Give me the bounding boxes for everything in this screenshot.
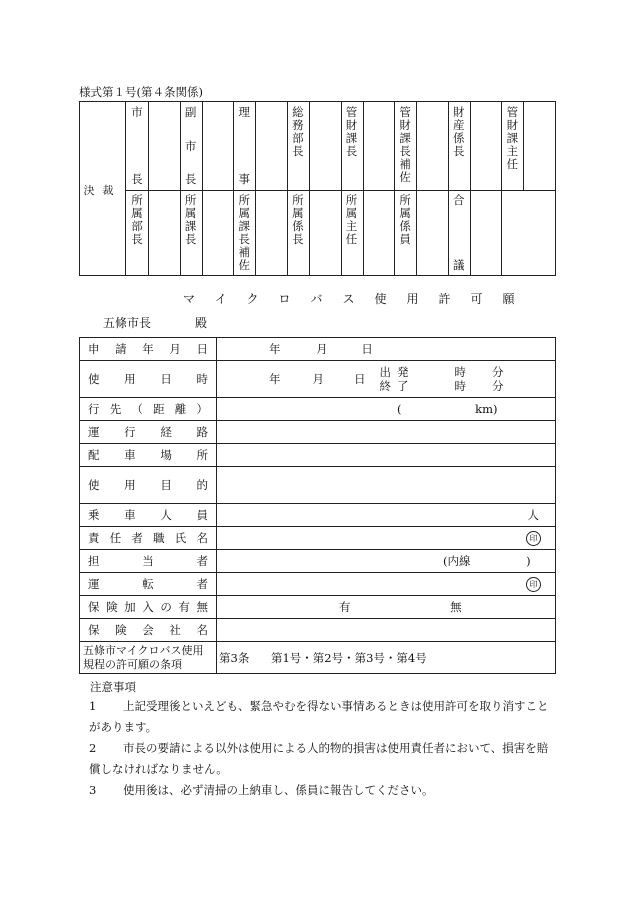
divider [287, 190, 288, 276]
role-char: 市 [184, 138, 197, 153]
divider [501, 102, 502, 190]
role-char: 長 [184, 172, 197, 186]
row-passengers [80, 504, 556, 527]
role-char: 務 [292, 118, 304, 132]
label-char: 日 [196, 342, 208, 356]
row2-role-1 [182, 194, 200, 272]
label-char: 者 [131, 531, 143, 545]
role-char: 属 [345, 206, 358, 220]
label-char: 先 [109, 402, 122, 416]
spread-label-responsible [88, 530, 208, 546]
label-char: （ [131, 402, 143, 416]
role-char: 合 [453, 193, 465, 207]
label-char: 用 [124, 372, 136, 386]
app-year: 年 [269, 342, 281, 356]
label-char: 経 [160, 425, 172, 439]
row1-role-4 [343, 106, 361, 186]
end-hour: 時 [454, 379, 466, 393]
end-minute: 分 [492, 379, 504, 393]
depart-minute: 分 [492, 365, 504, 379]
label-char: 配 [88, 448, 100, 462]
field-destination[interactable] [217, 398, 556, 421]
note-number: 1 [89, 699, 97, 713]
row1-role-6 [450, 106, 468, 186]
clause-article: 第3条 [219, 650, 250, 665]
label-char: 会 [142, 623, 154, 637]
label-char: 任 [109, 531, 122, 545]
field-insurer[interactable] [217, 619, 556, 642]
label-char: 路 [196, 425, 208, 439]
usage-day: 日 [354, 372, 366, 386]
note-text: 市長の要請による以外は使用による人的物的損害は使用責任者において、損害を賠償しなければなりません。 [89, 741, 549, 776]
extension-close: ) [526, 554, 531, 568]
field-responsible[interactable] [217, 527, 556, 550]
role-char: 管 [399, 105, 411, 119]
label-char: 転 [142, 577, 154, 591]
row-dispatch-place [80, 444, 556, 467]
role-char: 課 [238, 219, 250, 233]
label-dispatch-place [80, 444, 217, 467]
note-number: 2 [89, 741, 97, 755]
label-person-in-charge [80, 550, 217, 573]
divider [255, 190, 256, 276]
role-char: 長 [184, 232, 197, 246]
label-char: の [160, 600, 172, 614]
role-char: 係 [399, 219, 411, 233]
end-label: 終了 [379, 379, 415, 393]
role-char: 財 [399, 118, 411, 132]
label-char: 的 [196, 478, 208, 492]
approval-row-2 [126, 190, 555, 276]
role-char: 議 [453, 258, 465, 272]
divider [233, 102, 234, 190]
role-char: 佐 [238, 258, 250, 272]
divider [448, 190, 449, 276]
role-char: 員 [399, 232, 411, 246]
label-char: 有 [178, 600, 190, 614]
row-purpose [80, 467, 556, 504]
role-char: 課 [399, 131, 411, 145]
spread-label-insurer [88, 622, 208, 638]
label-char: 者 [196, 577, 208, 591]
addressee-name: 五條市長 [103, 316, 152, 330]
label-destination [80, 398, 217, 421]
role-char: 副 [184, 105, 197, 119]
approval-label-cell [80, 102, 126, 275]
role-char: 係 [292, 219, 304, 233]
role-char: 管 [345, 105, 358, 119]
field-person-in-charge[interactable] [217, 550, 556, 573]
label-char: 保 [88, 623, 100, 637]
divider [233, 190, 234, 276]
role-char: 補 [238, 245, 250, 259]
label-char: 者 [196, 554, 208, 568]
label-char: 名 [196, 623, 208, 637]
passengers-unit: 人 [527, 508, 539, 522]
spread-label-person-in-charge [88, 553, 208, 569]
row-person-in-charge [80, 550, 556, 573]
label-char: 職 [153, 531, 165, 545]
app-day: 日 [361, 342, 373, 356]
label-char: 距 [153, 402, 165, 416]
label-char: 社 [169, 623, 181, 637]
row-insurer [80, 619, 556, 642]
label-char: 加 [124, 600, 136, 614]
role-char: 所 [131, 193, 143, 207]
label-char: 所 [196, 448, 208, 462]
divider [255, 102, 256, 190]
label-char: 月 [169, 342, 181, 356]
note-3 [89, 780, 554, 801]
label-char: 行 [88, 402, 100, 416]
label-application-date [80, 338, 217, 361]
role-char: 長 [345, 144, 358, 158]
label-insurance [80, 596, 217, 619]
label-char: 行 [124, 425, 136, 439]
field-purpose[interactable] [217, 467, 556, 504]
role-char: 佐 [399, 170, 411, 184]
clause-items: 第1号・第2号・第3号・第4号 [270, 650, 427, 665]
divider [287, 102, 288, 190]
row-application-date [80, 338, 556, 361]
spread-label-insurance [88, 599, 208, 615]
label-char: 時 [196, 372, 208, 386]
role-char: 所 [238, 193, 250, 207]
form-number: 様式第１号(第４条関係) [79, 85, 203, 99]
insurance-yes[interactable]: 有 [339, 600, 351, 614]
label-char: 保 [88, 600, 100, 614]
field-dispatch-place[interactable] [217, 444, 556, 467]
note-number: 3 [89, 783, 97, 797]
divider [148, 102, 149, 190]
label-char: 場 [160, 448, 172, 462]
role-char: 任 [506, 157, 519, 171]
field-route[interactable] [217, 421, 556, 444]
label-char: 名 [196, 531, 208, 545]
dest-unit: km) [475, 402, 498, 416]
label-char: 乗 [88, 508, 100, 522]
divider [363, 102, 364, 190]
divider [180, 102, 181, 190]
label-insurer [80, 619, 217, 642]
depart-hour: 時 [454, 365, 466, 379]
role-char: 所 [292, 193, 304, 207]
spread-label-application-date [88, 341, 208, 357]
addressee-honorific: 殿 [195, 316, 208, 330]
dest-open-paren: ( [397, 402, 402, 416]
label-char: 運 [88, 425, 100, 439]
divider [309, 102, 310, 190]
spread-label-dispatch-place [88, 447, 208, 463]
row-driver [80, 573, 556, 596]
label-char: ） [196, 402, 208, 416]
role-char: 課 [506, 131, 519, 145]
field-passengers[interactable] [217, 504, 556, 527]
role-char: 属 [399, 206, 411, 220]
spread-label-destination [88, 401, 208, 417]
role-char: 係 [453, 131, 465, 145]
role-char: 部 [131, 219, 143, 233]
row2-role-5 [396, 194, 414, 272]
divider [416, 190, 417, 276]
role-char: 所 [345, 193, 358, 207]
row-route [80, 421, 556, 444]
label-char: 車 [124, 508, 136, 522]
row1-role-1 [182, 106, 200, 186]
label-char: 担 [88, 554, 100, 568]
role-char: 所 [399, 193, 411, 207]
role-char: 所 [184, 193, 197, 207]
field-clause[interactable] [217, 642, 556, 674]
role-char: 長 [238, 232, 250, 246]
label-char: 入 [142, 600, 154, 614]
label-char: 請 [115, 342, 127, 356]
extension-label: (内線 [443, 554, 471, 568]
role-char: 市 [131, 105, 143, 119]
role-char: 産 [453, 118, 465, 132]
seal-icon: 印 [526, 531, 541, 546]
approval-stamp-block [79, 101, 556, 276]
row2-role-3 [289, 194, 307, 272]
usage-month: 月 [312, 372, 324, 386]
divider [416, 102, 417, 190]
role-char: 属 [292, 206, 304, 220]
divider [202, 102, 203, 190]
role-char: 属 [238, 206, 250, 220]
divider [309, 190, 310, 276]
spread-label-usage-datetime [88, 371, 208, 387]
notes-heading: 注意事項 [90, 680, 136, 694]
divider [523, 102, 524, 190]
role-char: 総 [292, 105, 304, 119]
divider [363, 190, 364, 276]
row1-role-0 [128, 106, 146, 186]
label-char: 申 [88, 342, 100, 356]
role-char: 長 [131, 232, 143, 246]
app-month: 月 [316, 342, 328, 356]
role-char: 長 [292, 232, 304, 246]
label-char: 離 [174, 402, 187, 416]
divider [180, 190, 181, 276]
form-title: マイクロバス使用許可願 [183, 292, 535, 306]
row2-role-2 [235, 194, 253, 272]
role-char: 補 [399, 157, 411, 171]
role-char: 長 [292, 144, 304, 158]
label-char: 年 [142, 342, 154, 356]
seal-icon: 印 [526, 577, 541, 592]
row1-role-7 [503, 106, 521, 186]
row2-role-6 [450, 194, 468, 272]
role-char: 部 [292, 131, 304, 145]
row-responsible [80, 527, 556, 550]
note-text: 使用後は、必ず清掃の上納車し、係員に報告してください。 [123, 783, 434, 797]
label-char: 日 [160, 372, 172, 386]
label-char: 使 [88, 372, 100, 386]
label-char: 氏 [174, 531, 187, 545]
divider [448, 102, 449, 190]
approval-label: 決裁 [83, 184, 122, 197]
label-char: 険 [106, 600, 118, 614]
divider [394, 102, 395, 190]
label-char: 険 [115, 623, 127, 637]
divider [202, 190, 203, 276]
role-char: 財 [506, 118, 519, 132]
role-char: 管 [506, 105, 519, 119]
role-char: 課 [184, 219, 197, 233]
divider [341, 190, 342, 276]
role-char: 長 [399, 144, 411, 158]
role-char: 理 [238, 105, 250, 119]
label-char: 当 [142, 554, 154, 568]
role-char: 主 [506, 144, 519, 158]
label-route [80, 421, 217, 444]
note-1 [89, 696, 554, 738]
spread-label-purpose [88, 477, 208, 493]
label-char: 車 [124, 448, 136, 462]
field-usage-datetime[interactable] [217, 361, 556, 398]
label-driver [80, 573, 217, 596]
role-char: 長 [453, 144, 465, 158]
approval-row-1 [126, 102, 555, 191]
note-2 [89, 738, 554, 780]
label-char: 目 [160, 478, 172, 492]
role-char: 長 [131, 172, 143, 186]
row-insurance [80, 596, 556, 619]
label-char: 用 [124, 478, 136, 492]
note-text: 上記受理後といえども、緊急やむを得ない事情あるときは使用許可を取り消すことがあります。 [89, 699, 549, 734]
label-usage-datetime [80, 361, 217, 398]
spread-label-route [88, 424, 208, 440]
row1-role-5 [396, 106, 414, 186]
divider [341, 102, 342, 190]
addressee [103, 314, 207, 331]
role-char: 任 [345, 232, 358, 246]
row2-role-4 [343, 194, 361, 272]
role-char: 課 [345, 131, 358, 145]
label-purpose [80, 467, 217, 504]
role-char: 主 [345, 219, 358, 233]
role-char: 属 [184, 206, 197, 220]
label-char: 人 [160, 508, 172, 522]
usage-year: 年 [269, 372, 281, 386]
divider [148, 190, 149, 276]
insurance-no[interactable]: 無 [450, 600, 462, 614]
role-char: 財 [345, 118, 358, 132]
role-char: 事 [238, 172, 250, 186]
label-char: 運 [88, 577, 100, 591]
label-clause: 五條市マイクロバス使用規程の許可願の条項 [80, 642, 217, 674]
divider [470, 102, 471, 190]
label-passengers [80, 504, 217, 527]
field-application-date[interactable] [217, 338, 556, 361]
label-char: 無 [196, 600, 208, 614]
label-responsible [80, 527, 217, 550]
field-driver[interactable] [217, 573, 556, 596]
depart-label: 出発 [379, 365, 415, 379]
spread-label-driver [88, 576, 208, 592]
field-insurance[interactable] [217, 596, 556, 619]
divider [501, 190, 502, 276]
row-destination [80, 398, 556, 421]
label-char: 責 [88, 531, 100, 545]
row1-role-3 [289, 106, 307, 186]
application-table [79, 337, 556, 674]
row-usage-datetime [80, 361, 556, 398]
row2-role-0 [128, 194, 146, 272]
row-clause [80, 642, 556, 674]
row1-role-2 [235, 106, 253, 186]
label-char: 員 [196, 508, 208, 522]
role-char: 属 [131, 206, 143, 220]
role-char: 財 [453, 105, 465, 119]
spread-label-passengers [88, 507, 208, 523]
divider [394, 190, 395, 276]
divider [470, 190, 471, 276]
label-char: 使 [88, 478, 100, 492]
